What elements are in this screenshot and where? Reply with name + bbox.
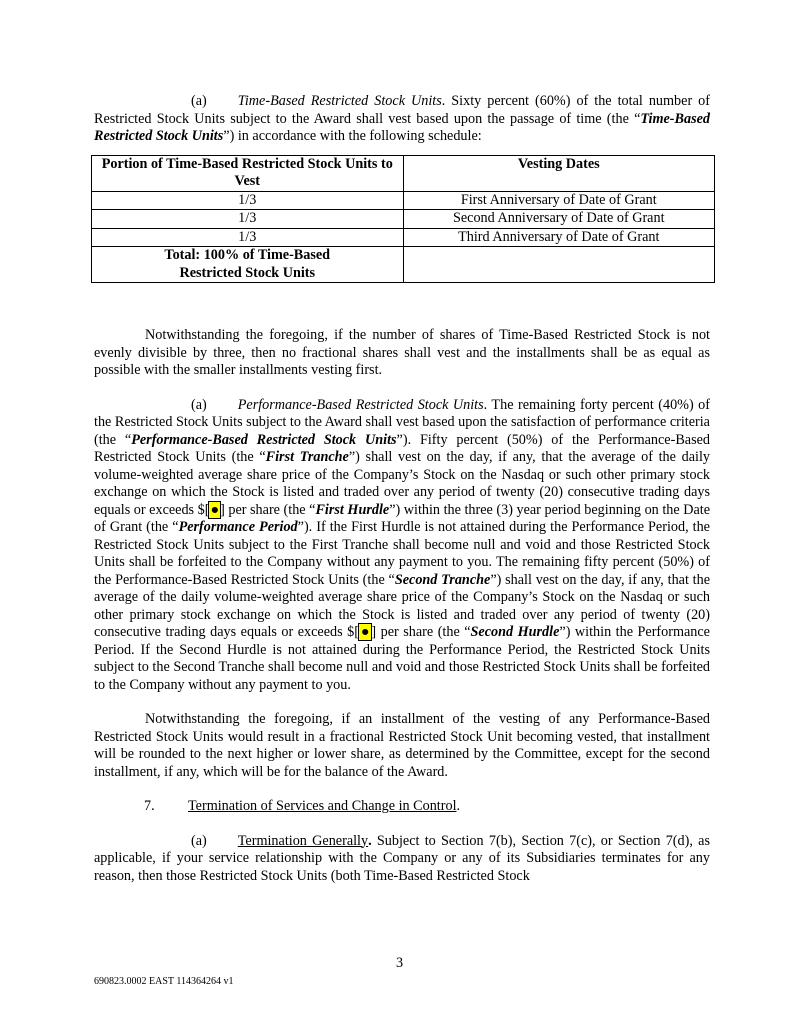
document-page: [94, 93, 710, 885]
item-heading: Performance-Based Restricted Stock Units: [237, 396, 484, 413]
item-label: (a): [191, 832, 207, 849]
defined-term: Performance-Based Restricted Stock Units: [131, 431, 397, 448]
document-id: 690823.0002 EAST 114364264 v1: [94, 976, 234, 987]
paragraph-termination-generally: (a) Termination Generally. Subject to Section 7(b), Section 7(c), or Section 7(d), as applicable, if your service relationship with the Company or any of its Subsidiaries terminates for any reason, then those Restricted Stock Units (both Time-Based Restricted Stock: [94, 832, 710, 884]
defined-term: First Tranche: [265, 449, 349, 465]
item-heading: Termination Generally: [237, 832, 369, 849]
section-number: 7.: [144, 798, 155, 814]
paragraph-performance-based: (a) Performance-Based Restricted Stock Units. The remaining forty percent (40%) of the Restricted Stock Units subject to the Award shall vest based upon the satisfaction of performance criteria (the “Performance-Based Restricted Stock Units”). Fifty percent (50%) of the Performance-Based Restricted Stock Units (the “First Tranche”) shall vest on the day, if any, that the average of the daily volume-weighted average share price of the Company’s Stock on the Nasdaq or such other primary stock exchange on which the Stock is listed and traded over any period of twenty (20) consecutive trading days equals or exceeds $[●] per share (the “First Hurdle”) within the three (3) year period beginning on the Date of Grant (the “Performance Period”). If the First Hurdle is not attained during the Performance Period, the Restricted Stock Units subject to the First Tranche shall become null and void and those Restricted Stock Units shall be forfeited to the Company without any payment to you. The remaining fifty percent (50%) of the Performance-Based Restricted Stock Units (the “Second Tranche”) shall vest on the day, if any, that the average of the daily volume-weighted average share price of the Company’s Stock on the Nasdaq or such other primary stock exchange on which the Stock is listed and traded over any period of twenty (20) consecutive trading days equals or exceeds $[●] per share (the “Second Hurdle”) within the Performance Period. If the Second Hurdle is not attained during the Performance Period, the Restricted Stock Units subject to the Second Tranche shall become null and void and those Restricted Stock Units shall be forfeited to the Company without any payment to you.: [94, 396, 711, 693]
table-cell-date: First Anniversary of Date of Grant: [403, 191, 715, 210]
table-total-value: [403, 247, 715, 283]
paragraph-notwithstanding-2: Notwithstanding the foregoing, if an installment of the vesting of any Performance-Based Restricted Stock Units would result in a fractional Restricted Stock Unit becoming vested, that installment will be rounded to the next higher or lower share, as determined by the Committee, except for the second installment, if any, which will be for the balance of the Award.: [94, 711, 710, 780]
defined-term: Time-Based Restricted Stock Units: [94, 110, 710, 144]
price-placeholder: ●: [210, 501, 220, 518]
table-header-row: [92, 155, 715, 191]
paragraph-time-based: (a) Time-Based Restricted Stock Units. Sixty percent (60%) of the total number of Restricted Stock Units subject to the Award shall vest based upon the passage of time (the “Time-Based Restricted Stock Units”) in accordance with the following schedule:: [94, 93, 710, 144]
section-7-heading: 7. Termination of Services and Change in Control.: [144, 798, 461, 814]
table-cell-portion: 1/3: [92, 210, 404, 229]
table-total-label: Total: 100% of Time-Based Restricted Stock Units: [92, 247, 404, 283]
defined-term: Performance Period: [178, 519, 298, 535]
table-row: [92, 191, 715, 210]
table-cell-date: Second Anniversary of Date of Grant: [403, 210, 715, 229]
table-cell-portion: 1/3: [92, 228, 404, 247]
section-title: Termination of Services and Change in Control: [188, 798, 457, 814]
table-cell-portion: 1/3: [92, 191, 404, 210]
table-header-portion: Portion of Time-Based Restricted Stock Units to Vest: [92, 155, 404, 191]
price-placeholder: ●: [359, 624, 371, 640]
vesting-schedule-table: [91, 155, 715, 284]
table-row: [92, 210, 715, 229]
table-total-row: [92, 247, 715, 283]
item-label: (a): [191, 93, 207, 109]
defined-term: Second Tranche: [394, 571, 491, 588]
page-number: 3: [395, 955, 404, 971]
table-cell-date: Third Anniversary of Date of Grant: [403, 228, 715, 247]
defined-term: First Hurdle: [315, 501, 390, 518]
table-row: [92, 228, 715, 247]
item-label: (a): [191, 396, 207, 413]
defined-term: Second Hurdle: [470, 624, 560, 640]
table-header-dates: Vesting Dates: [403, 155, 715, 191]
item-heading: Time-Based Restricted Stock Units: [237, 93, 442, 109]
paragraph-notwithstanding-1: Notwithstanding the foregoing, if the number of shares of Time-Based Restricted Stock is not evenly divisible by three, then no fractional shares shall vest and the installments shall be as equal as possible with the smaller installments vesting first.: [94, 327, 710, 378]
